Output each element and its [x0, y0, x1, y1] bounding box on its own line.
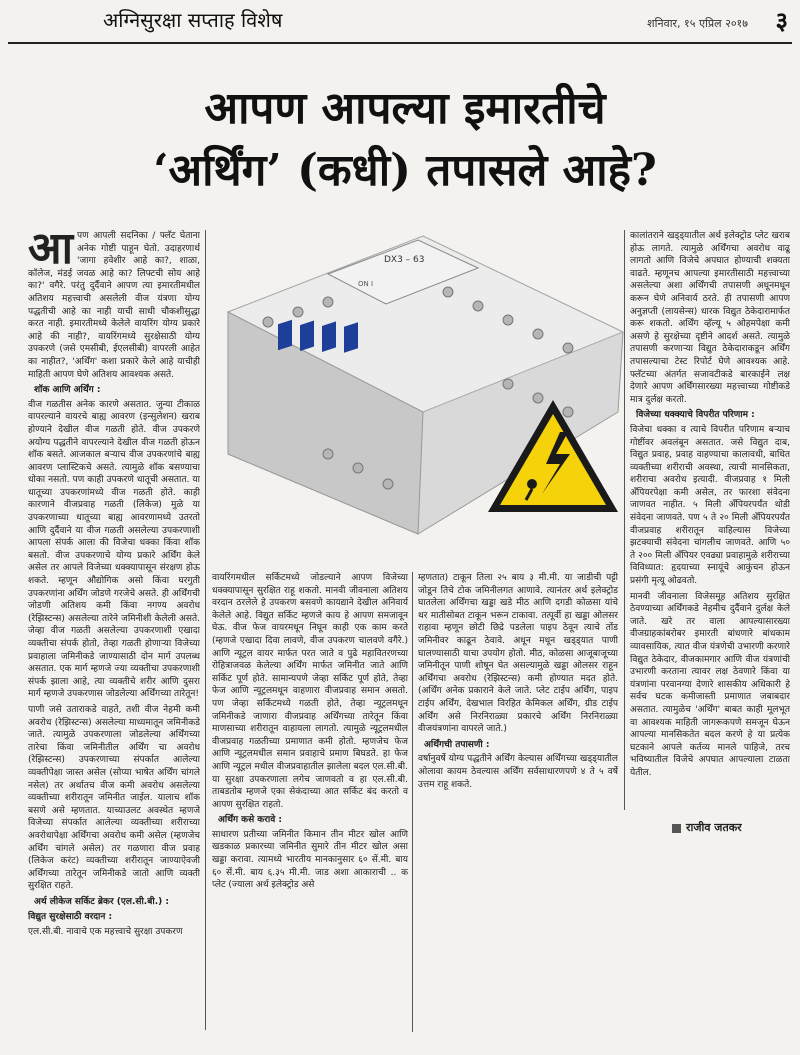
byline-marker-icon [672, 824, 681, 833]
device-marks: ON I [358, 280, 374, 288]
drop-cap: आ [28, 230, 73, 274]
paragraph: विजेचा धक्का व त्याचे विपरीत परिणाम बऱ्याच गोष्टींवर अवलंबून असतात. जसे विद्युत दाब, विद्युत प्रवाह, प्रवाह वाहण्याचा कालावधी, बाधित व्यक्तीच्या शरीराची अवस्था, त्याची मानसिकता, शरीराचा अवरोध इत्यादी. वीजप्रवाह १ मिली अँपियरपेक्षा कमी असेल, तर फारशा संवेदना जाणवत नाहीत. ५ मिली अँपियरपर्यंत थोडी संवेदना जाणवते. पण ५ ते २० मिली अँपियरपर्यंत वीजप्रवाह शरीरातून वाहिल्यास विजेच्या झटक्याची संवेदना चांगलीच जाणवते. आणि ५० ते २०० मिली अँपियर एवढ्या प्रवाहामुळे शरीराच्या विविध्यात: हृदयाच्या स्नायूंचे आकुंचन होऊन प्रसंगी मृत्यू ओढवतो. [630, 424, 790, 587]
paragraph: पाणी जसे उताराकडे वाहते, तशी वीज नेहमी कमी अवरोध (रेझिस्टन्स) असलेल्या माध्यमातून जमिनीकडे जाते. त्यामुळे उपकरणाला जोडलेल्या अर्थिंगच्या तारेचा किंवा जमिनीतील अर्थिंग चा अवरोध (रेझिस्टन्स) उपकरणाच्या संपर्कात आलेल्या व्यक्तीपेक्षा जास्त असेल (सोप्या भाषेत अर्थिंग चांगले नसेल) तर अर्थातच वीज कमी अवरोध असलेल्या व्यक्तीच्या शरीरातून जमिनीत जाईल. यालाच शॉक बसणे असे म्हणतात. याच्याउलट अवस्थेत म्हणजे विजेच्या संपर्कात आलेल्या व्यक्तीच्या शरीराच्या अवरोधापेक्षा अर्थिंगचा अवरोध कमी असेल (म्हणजेच अर्थिंग चांगले असेल) तर गळणारा वीज प्रवाह (लिकेज करंट) व्यक्तीच्या शरीरातून जाण्याऐवजी अर्थिंगच्या तारेतून जमिनीकडे जातो आणि व्यक्ती सुरक्षित राहते. [28, 704, 200, 892]
intro-paragraph: आपण आपली सदनिका / फ्लॅट घेताना अनेक गोष्टी पाहून घेतो. उदाहरणार्थ 'जागा हवेशीर आहे का?, शाळा, कॉलेज, मंडई जवळ आहे का? लिफ्टची सोय आहे का?' वगैरे. परंतु दुर्दैवाने आपण त्या इमारतीमधील अतिशय महत्त्वाची असलेली वीज यंत्रणा योग्य पद्धतीची आहे का नाही याची साधी चौकशीसुद्धा करत नाही. इमारतीमध्ये केलेले वायरिंग योग्य प्रकारे आहे की नाही?, वायरिंगमध्ये सुरक्षेसाठी योग्य उपकरणे (जसे एमसीबी, ईएलसीबी) वापरली आहेत का नाहीत?, 'अर्थिंग' कशा प्रकारे केले आहे याचीही माहिती आपण घेणे अतिशय आवश्यक असते. [28, 230, 200, 380]
headline-line-2: ‘अर्थिंग’ (कधी) तपासले आहे? [153, 145, 657, 196]
issue-date: शनिवार, १५ एप्रिल २०१७ [647, 17, 748, 30]
subhead-elcb: अर्थ लीकेज सर्किट ब्रेकर (एल.सी.बी.) : [34, 896, 169, 907]
subhead-shock-effects: विजेच्या धक्क्याचे विपरीत परिणाम : [636, 410, 755, 421]
column-1 [28, 230, 200, 1038]
headline [40, 78, 770, 202]
subhead-earthing-check: अर्थिंगची तपासणी : [424, 739, 490, 750]
masthead [8, 2, 792, 44]
person-head-icon [527, 479, 537, 489]
paragraph: साधारण प्रतीच्या जमिनीत किमान तीन मीटर खोल आणि खडकाळ प्रकारच्या जमिनीत सुमारे तीन मीटर खोल असा खड्डा करावा. त्यामध्ये भारतीय मानकानुसार ६० सें.मी. बाय ६० सें.मी. बाय ६.३५ मी.मी. जाड अशा आकाराची .. क प्लेट (ज्याला अर्थ इलेक्ट्रोड असे [212, 829, 408, 891]
article-photo [208, 222, 628, 562]
paragraph: मानवी जीवनाला विजेसमूह अतिशय सुरक्षित ठेवण्याच्या अर्थिंगकडे नेहमीच दुर्दैवाने दुर्लक्ष केले जाते. खरे तर वाला आपल्यासारख्या वीजग्राहकांबरोबर इमारती बांधणारे बांधकाम व्यावसायिक, त्यात वीज यंत्रणेची उभारणी करणारे विद्युत ठेकेदार, वीजकामगार आणि वीज यंत्रणांची उभारणी करताना त्यावर लक्ष ठेवणारे किंवा या यंत्रणांना परवानग्या देणारे शासकीय अधिकारी हे सर्वच घटक कमीजास्ती प्रमाणात जबाबदार असतात. त्यामुळेच 'अर्थिंग' बाबत काही मूलभूत वा आवश्यक माहिती जागरूकपणे समजून घेऊन आपल्या मानसिकतेत बदल करणे हे या प्रत्येक घटकाने आपले कर्तव्य मानले पाहिजे, तरच भविष्यातील विजेचे अपघात आपल्याला टाळता येतील. [630, 591, 790, 778]
column-2 [212, 572, 408, 1038]
paragraph: वर्षानुवर्षे योग्य पद्धतीने अर्थिंग केल्यास अर्थिंगच्या खड्ड्यातील ओलावा कायम ठेवल्यास अर्थिंग सर्वसाधारणपणे ४ ते ५ वर्षे उत्तम राहू शकते. [418, 754, 618, 790]
page-number: ३ [775, 7, 788, 35]
subhead-shock-earthing: शॉक आणि अर्थिंग : [34, 385, 101, 396]
headline-line-1: आपण आपल्या इमारतीचे [204, 83, 606, 134]
paragraph: वीज गळतीस अनेक कारणे असतात. जुन्या टीकाळ वापरल्याने वायरचे बाह्य आवरण (इन्सुलेशन) खराब होण्याने देखील वीज गळती होते. वीज उपकरणे अयोग्य पद्धतीने वापरल्याने देखील वीज गळती होऊन शॉक बसते. आजकाल बऱ्याच वीज उपकरणांचे बाह्य आवरण प्लास्टिकचे असते. त्यामुळे शॉक बसण्याचा धोका नसतो. पण काही उपकरणे धातूची असतात. या धातूच्या उपकरणांमध्ये वीज गळती होते. काही कारणाने वीजप्रवाह गळती (लिकेज) मुळे या उपकरणाच्या धातूच्या बाह्य आवरणामध्ये उतरतो आणि दुर्दैवाने या वीज गळती असलेल्या उपकरणाशी आपला संपर्क आला की विजेचा धक्का किंवा शॉक बसतो. वीज उपकरणाचे योग्य प्रकारे अर्थिंग केले असेल तर आपले विजेच्या धक्क्यापासून संरक्षण होऊ शकते. म्हणून औद्योगिक असो किंवा घरगुती उपकरणांना अर्थिंग जोडणे गरजेचे असते. ही अर्थिंगची जोडणी अतिशय कमी किंवा नगण्य अवरोध (रेझिस्टन्स) असलेल्या तारेने जमिनीशी केलेली असते. जेव्हा वीज गळती असलेल्या उपकरणाशी एखादा व्यक्तीचा संपर्क होतो, तेव्हा गळती होणाऱ्या विजेच्या प्रवाहाला जमिनीकडे जाण्यासाठी दोन मार्ग उपलब्ध असतात. एक मार्ग म्हणजे ज्या व्यक्तीचा उपकरणाशी संपर्क झाला आहे, त्या व्यक्तीचे शरीर आणि दुसरा मार्ग म्हणजे उपकरणास जोडलेल्या अर्थिंगच्या तारेतून! [28, 399, 200, 700]
subhead-how-to-earth: अर्थिंग कसे करावे : [218, 815, 282, 826]
device-label: DX3 – 63 [384, 255, 425, 265]
section-title: अग्निसुरक्षा सप्ताह विशेष [103, 8, 283, 32]
paragraph: वायरिंगमधील सर्किटमध्ये जोडल्याने आपण विजेच्या धक्क्यापासून सुरक्षित राहू शकतो. मानवी जीवनाला अतिशय वरदान ठरलेले हे उपकरण बसवणे कायद्याने देखील अनिवार्य केलेले आहे. विद्युत सर्किट म्हणजे काय हे आपण समजावून घेऊ. वीज फेज वायरमधून निघून काही एक काम करते (म्हणजे एखादा दिवा लावणे, वीज उपकरण चालवणे वगैरे.) आणि न्यूट्रल वायर मार्फत परत जाते व पुढे महावितरणच्या रोहित्राजवळ केलेल्या अर्थिंग मार्फत जमिनीत जाते आणि सर्किट पूर्ण होते. सामान्यपणे जेव्हा सर्किट पूर्ण होते, तेव्हा फेज आणि न्यूट्रलमधून वाहणारा वीजप्रवाह समान असतो. पण जेव्हा सर्किटमध्ये गळती होते, तेव्हा न्यूट्रलमधून जमिनीकडे जाणारा वीजप्रवाह अर्थिंगच्या तारेतून किंवा माणसाच्या शरीरातून वाहायला लागतो. त्यामुळे न्यूट्रलमधील वीजप्रवाह गळतीच्या प्रमाणात कमी होतो. म्हणजेच फेज आणि न्यूट्रलमधील समान प्रवाहाचे प्रमाण बिघडते. हा फेज आणि न्यूट्रल मधील वीजप्रवाहातील झालेला बदल एल.सी.बी. या सुरक्षा उपकरणाला लगेच जाणवतो व हा एल.सी.बी. ताबडतोब म्हणजे एका सेकंदाच्या आत सर्किट बंद करतो व आपण सुरक्षित राहतो. [212, 573, 408, 810]
circuit-breaker-illustration [208, 222, 628, 562]
toggle-switch [278, 320, 292, 351]
column-rule [624, 230, 625, 810]
column-4 [630, 230, 790, 810]
column-3 [418, 572, 618, 1038]
paragraph: एल.सी.बी. नावाचे एक महत्त्वाचे सुरक्षा उपकरण [28, 927, 183, 938]
toggle-switch [322, 321, 336, 352]
author-name: राजीव जतकर [686, 821, 742, 834]
toggle-switch [344, 322, 358, 353]
byline [672, 820, 742, 835]
paragraph: म्हणतात) टाकून तिला २५ बाय ३ मी.मी. या जाडीची पट्टी जोडून तिचे टोक जमिनीलगत आणावे. त्यानंतर अर्थ इलेक्ट्रोड घातलेला अर्थिंगचा खड्डा खडे मीठ आणि दगडी कोळसा यांचे थर मातीसोबत टाकून भरून टाकावा. तत्पूर्वी हा खड्डा ओलसर राहावा म्हणून छोटी छिद्रे पडलेला पाइप ठेवून त्याचे तोंड जमिनीवर काढून ठेवावे. अधून मधून खड्ड्यात पाणी घालण्यासाठी याचा उपयोग होतो. मीठ, कोळसा आजूबाजूच्या जमिनीतून पाणी शोषून घेत असल्यामुळे खड्डा ओलसर राहून अर्थिंगचा अवरोध (रेझिस्टन्स) कमी होण्यात मदत होते. (अर्थिंग अनेक प्रकाराने केले जाते. प्लेट टाईप अर्थिंग, पाइप टाईप अर्थिंग, देखभाल विरहित केमिकल अर्थिंग, ग्रीड टाईप अर्थिंग असे निरनिराळ्या प्रकारचे अर्थिंग निरनिराळ्या वीजयंत्रणांना वापरले जाते.) [418, 573, 618, 735]
column-rule [412, 572, 413, 1032]
column-rule [205, 230, 206, 1030]
toggle-switch [300, 321, 314, 352]
subhead-safety-boon: विद्युत सुरक्षेसाठी वरदान : [28, 912, 113, 923]
paragraph: कालांतराने खड्ड्यातील अर्थ इलेक्ट्रोड प्लेट खराब होऊ लागते. त्यामुळे अर्थिंगचा अवरोध वाढू लागतो आणि विजेचे अपघात होण्याची शक्यता वाढते. म्हणूनच आपल्या इमारतीसाठी महत्त्वाच्या असलेल्या अशा अर्थिंगची तपासणी अधूनमधून करून घेणे अनिवार्य ठरते. ही तपासणी आपण अनुज्ञप्ती (लायसेन्स) धारक विद्युत ठेकेदारामार्फत करू शकतो. अर्थिंग व्हॅल्यू ५ ओहमपेक्षा कमी असणे हे सुरक्षेच्या दृष्टीने आदर्श असते. त्यामुळे तपासणी करणाऱ्या विद्युत ठेकेदाराकडून अर्थिंग तपासल्याचा टेस्ट रिपोर्ट घेणे आवश्यक आहे. फ्लॅटच्या अंतर्गत सजावटीकडे बारकाईने लक्ष देणारे आपण अर्थिंगसारख्या महत्त्वाच्या गोष्टीकडे मात्र दुर्लक्ष करतो. [630, 231, 790, 405]
